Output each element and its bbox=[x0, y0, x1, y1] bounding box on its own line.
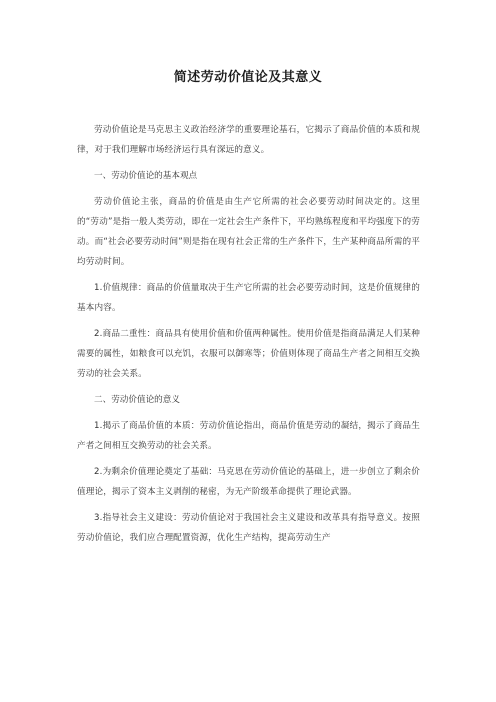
document-body bbox=[77, 120, 420, 554]
intro-paragraph: 劳动价值论是马克思主义政治经济学的重要理论基石，它揭示了商品价值的本质和规律，对于我们理解市场经济运行具有深远的意义。 bbox=[77, 125, 420, 155]
section-heading-2: 二、劳动价值论的意义 bbox=[94, 395, 180, 405]
paragraph-basic-view: 劳动价值论主张，商品的价值是由生产它所需的社会必要劳动时间决定的。这里的“劳动”是指一般人类劳动，即在一定社会生产条件下，平均熟练程度和平均强度下的劳动。而“社会必要劳动时间”则是指在现有社会正常的生产条件下，生产某种商品所需的平均劳动时间。 bbox=[77, 197, 420, 267]
paragraph-significance-1: 1.揭示了商品价值的本质：劳动价值论指出，商品价值是劳动的凝结，揭示了商品生产者之间相互交换劳动的社会关系。 bbox=[77, 421, 420, 451]
paragraph-significance-3: 3.指导社会主义建设：劳动价值论对于我国社会主义建设和改革具有指导意义。按照劳动价值论，我们应合理配置资源，优化生产结构，提高劳动生产 bbox=[77, 513, 420, 543]
paragraph-commodity-duality: 2.商品二重性：商品具有使用价值和价值两种属性。使用价值是指商品满足人们某种需要的属性，如粮食可以充饥，衣服可以御寒等；价值则体现了商品生产者之间相互交换劳动的社会关系。 bbox=[77, 329, 420, 379]
paragraph-significance-2: 2.为剩余价值理论奠定了基础：马克思在劳动价值论的基础上，进一步创立了剩余价值理论，揭示了资本主义剥削的秘密，为无产阶级革命提供了理论武器。 bbox=[77, 467, 420, 497]
section-heading-1: 一、劳动价值论的基本观点 bbox=[94, 171, 198, 181]
paragraph-value-law: 1.价值规律：商品的价值量取决于生产它所需的社会必要劳动时间，这是价值规律的基本内容。 bbox=[77, 283, 420, 313]
document-title: 简述劳动价值论及其意义 bbox=[173, 70, 323, 85]
